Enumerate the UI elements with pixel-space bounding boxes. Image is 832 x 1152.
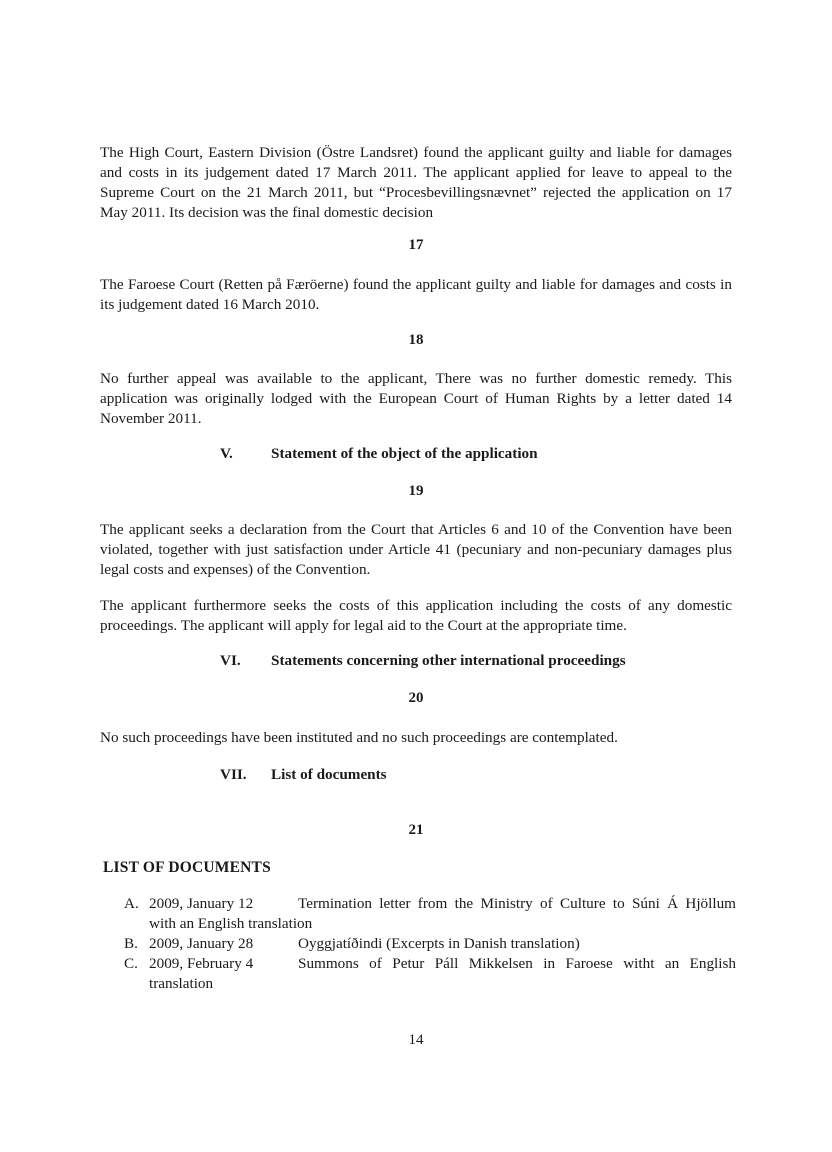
paragraph-number-18: 18 (408, 332, 424, 348)
section-vii-roman: VII. (220, 766, 247, 783)
paragraph-number-21: 21 (408, 822, 424, 838)
document-item-description: Oyggjatíðindi (Excerpts in Danish translation) (298, 935, 580, 952)
document-item-letter: C. (124, 955, 138, 972)
paragraph-20: No such proceedings have been instituted and no such proceedings are contemplated. (100, 729, 618, 746)
document-item-date: 2009, February 4 (149, 955, 254, 972)
page-number: 14 (408, 1032, 424, 1048)
section-vi-roman: VI. (220, 652, 241, 669)
section-vi-title: Statements concerning other international proceedings (271, 652, 626, 669)
paragraph-16: The High Court, Eastern Division (Östre Landsret) found the applicant guilty and liable for damages and costs in its judgement dated 17 March 2011. The applicant applied for leave to appeal to the Supreme Court on the 21 March 2011, but “Procesbevillingsnævnet” rejected the application on 17 May 2011. Its decision was the final domestic decision (100, 144, 732, 221)
document-item-date: 2009, January 12 (149, 895, 254, 912)
document-item-continuation: translation (149, 975, 214, 992)
section-vii-title: List of documents (271, 766, 387, 783)
document-item-continuation: with an English translation (149, 915, 313, 932)
section-v-title: Statement of the object of the application (271, 445, 538, 462)
document-item-date: 2009, January 28 (149, 935, 254, 952)
document-item-description: Summons of Petur Páll Mikkelsen in Faroese witht an English (298, 955, 736, 972)
paragraph-18: No further appeal was available to the applicant, There was no further domestic remedy. This application was originally lodged with the European Court of Human Rights by a letter dated 14 November 2011. (100, 370, 732, 427)
paragraph-number-20: 20 (408, 690, 424, 706)
document-item-letter: A. (124, 895, 139, 912)
paragraph-number-17: 17 (408, 237, 424, 253)
paragraph-19a: The applicant seeks a declaration from the Court that Articles 6 and 10 of the Convention have been violated, together with just satisfaction under Article 41 (pecuniary and non-pecuniary damages plus legal costs and expenses) of the Convention. (100, 521, 732, 578)
paragraph-17: The Faroese Court (Retten på Færöerne) found the applicant guilty and liable for damages and costs in its judgement dated 16 March 2010. (100, 276, 732, 313)
document-item-b (124, 934, 736, 954)
document-item-a (124, 894, 736, 934)
document-item-letter: B. (124, 935, 138, 952)
document-item-description: Termination letter from the Ministry of Culture to Súni Á Hjöllum (298, 895, 736, 912)
document-item-c (124, 954, 736, 994)
section-v-roman: V. (220, 445, 233, 462)
paragraph-19b: The applicant furthermore seeks the costs of this application including the costs of any domestic proceedings. The applicant will apply for legal aid to the Court at the appropriate time. (100, 597, 732, 634)
list-of-documents-heading: LIST OF DOCUMENTS (103, 859, 271, 876)
paragraph-number-19: 19 (408, 483, 424, 499)
